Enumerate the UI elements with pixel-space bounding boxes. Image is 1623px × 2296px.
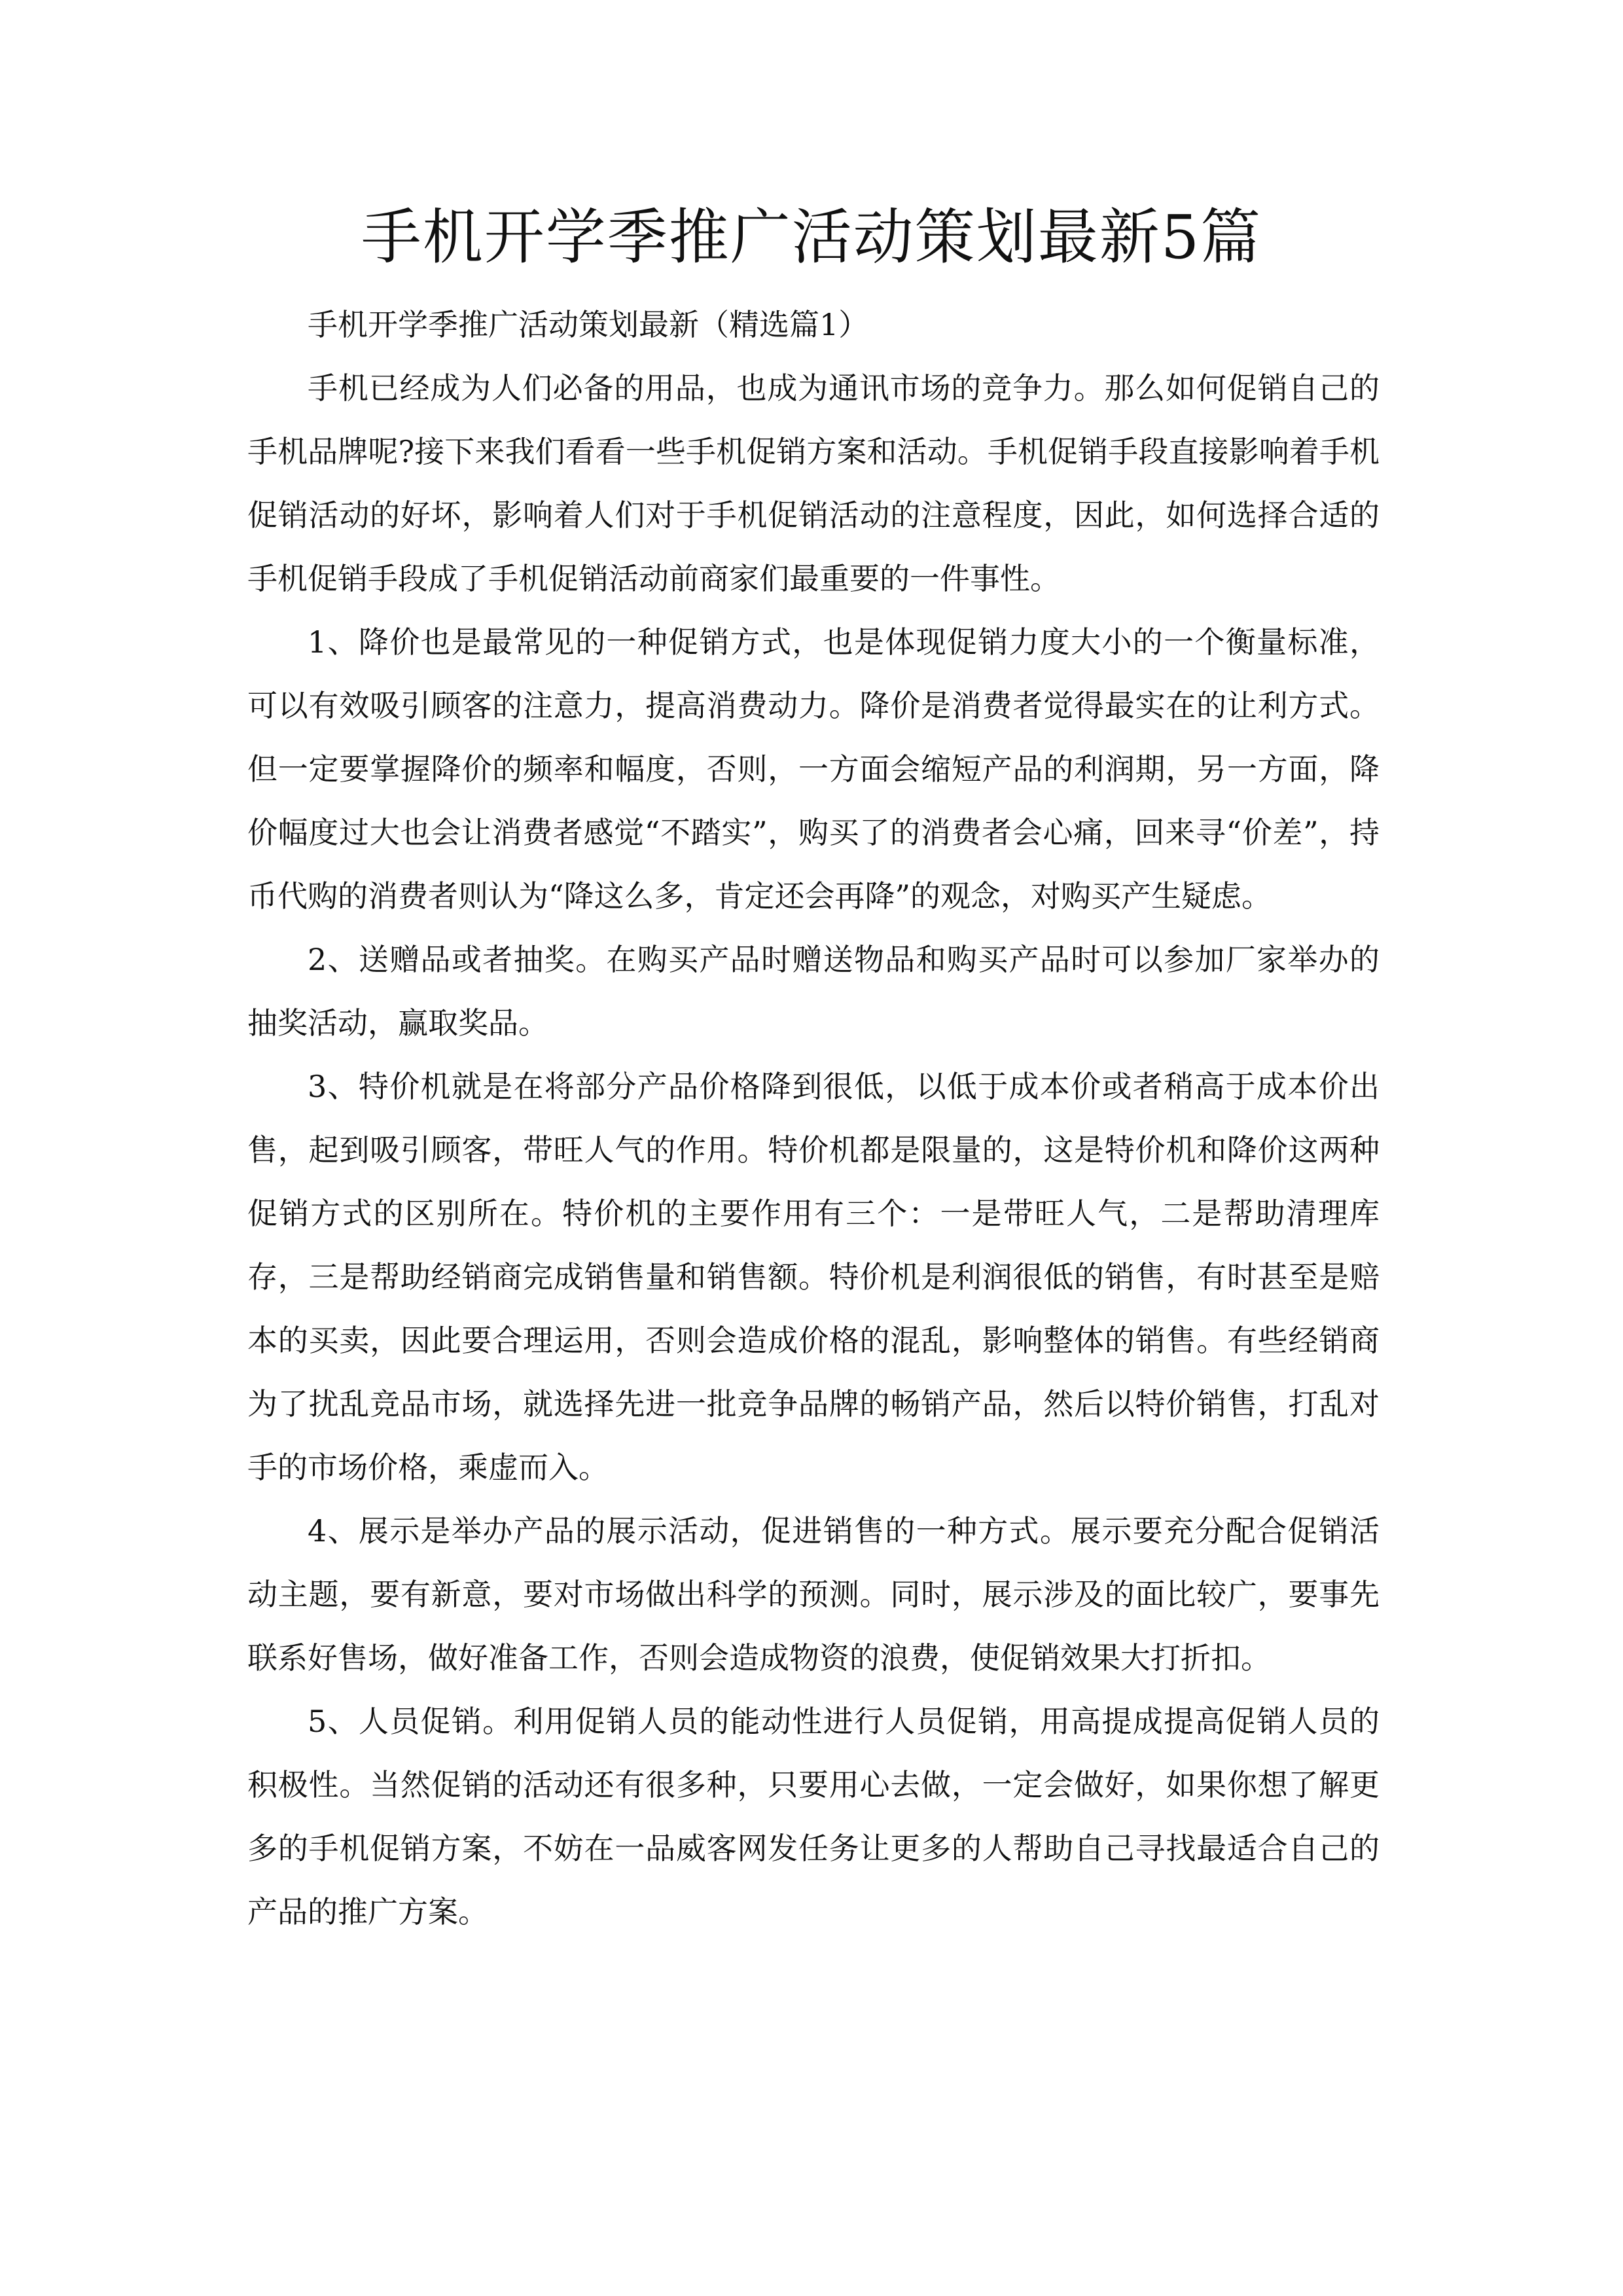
section-subtitle: 手机开学季推广活动策划最新（精选篇1）	[308, 307, 869, 342]
document-title: 手机开学季推广活动策划最新5篇	[361, 202, 1262, 272]
paragraph-item-5: 5、人员促销。利用促销人员的能动性进行人员促销，用高提成提高促销人员的积极性。当然促销的活动还有很多种，只要用心去做，一定会做好，如果你想了解更多的手机促销方案，不妨在一品威客网发任务让更多的人帮助自己寻找最适合自己的产品的推广方案。	[247, 1704, 1380, 1929]
document-body	[247, 293, 1380, 1944]
paragraph-item-4: 4、展示是举办产品的展示活动，促进销售的一种方式。展示要充分配合促销活动主题，要有新意，要对市场做出科学的预测。同时，展示涉及的面比较广，要事先联系好售场，做好准备工作，否则会造成物资的浪费，使促销效果大打折扣。	[247, 1513, 1380, 1676]
paragraph-intro: 手机已经成为人们必备的用品，也成为通讯市场的竞争力。那么如何促销自己的手机品牌呢?接下来我们看看一些手机促销方案和活动。手机促销手段直接影响着手机促销活动的好坏，影响着人们对于手机促销活动的注意程度，因此，如何选择合适的手机促销手段成了手机促销活动前商家们最重要的一件事性。	[247, 370, 1380, 596]
paragraph-item-2: 2、送赠品或者抽奖。在购买产品时赠送物品和购买产品时可以参加厂家举办的抽奖活动，赢取奖品。	[247, 942, 1380, 1041]
paragraph-item-1: 1、降价也是最常见的一种促销方式，也是体现促销力度大小的一个衡量标准，可以有效吸引顾客的注意力，提高消费动力。降价是消费者觉得最实在的让利方式。但一定要掌握降价的频率和幅度，否则，一方面会缩短产品的利润期，另一方面，降价幅度过大也会让消费者感觉“不踏实”，购买了的消费者会心痛，回来寻“价差”，持币代购的消费者则认为“降这么多，肯定还会再降”的观念，对购买产生疑虑。	[247, 624, 1380, 914]
paragraph-item-3: 3、特价机就是在将部分产品价格降到很低，以低于成本价或者稍高于成本价出售，起到吸引顾客，带旺人气的作用。特价机都是限量的，这是特价机和降价这两种促销方式的区别所在。特价机的主要作用有三个：一是带旺人气，二是帮助清理库存，三是帮助经销商完成销售量和销售额。特价机是利润很低的销售，有时甚至是赔本的买卖，因此要合理运用，否则会造成价格的混乱，影响整体的销售。有些经销商为了扰乱竞品市场，就选择先进一批竞争品牌的畅销产品，然后以特价销售，打乱对手的市场价格，乘虚而入。	[247, 1069, 1380, 1485]
